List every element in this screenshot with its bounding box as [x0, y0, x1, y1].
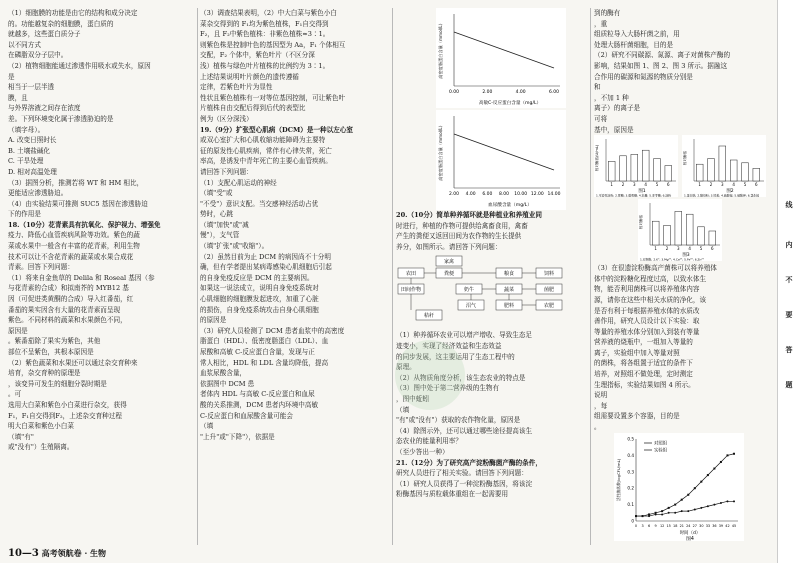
bar: [620, 156, 627, 181]
text-line: 合作用的碳源和氮源的物质分别是: [594, 72, 693, 81]
bar: [675, 212, 682, 246]
side-label: 内: [785, 240, 793, 249]
side-label: 不: [785, 275, 793, 284]
text-line: 的自身免疫反应是 DCM 的主要病因。: [200, 273, 314, 282]
x-tick-label: 2: [665, 246, 669, 252]
side-label: 题: [785, 380, 793, 389]
text-line: 膜，且: [8, 93, 28, 102]
text-line: D. 相对高温处理: [8, 167, 57, 176]
text-line: 菜杂交得到的 F₁均为紫色植株，F₁自交得到: [200, 19, 329, 28]
text-line: 物，能否利用菌株可以将养殖体内容: [594, 285, 700, 294]
data-point: [681, 510, 683, 512]
hdl-crp-chart: [436, 8, 566, 108]
text-line: （填"受"或: [200, 189, 233, 198]
book-brand: 高考领航卷 · 生物: [41, 548, 107, 558]
text-line: 营养液的烧瓶中，一组加入等量的: [594, 338, 693, 347]
x-tick-label: 6: [667, 182, 670, 188]
text-line: 征的原发性心肌疾病，常伴有心律失常，死亡: [200, 146, 332, 155]
text-line: 生理指标，实验结果如图 4 所示。: [594, 380, 695, 389]
text-line: 说明: [594, 391, 608, 400]
text-line: F₁，F₁自交得到F₂，上述杂交育种过程: [8, 411, 122, 420]
data-point: [694, 487, 696, 489]
binding-margin: [777, 0, 800, 563]
text-line: 21.（12分）为了研究高产淀粉酶菌产酶的条件，: [396, 458, 542, 467]
text-line: 慢"），支气管: [200, 231, 240, 240]
diagram-node-label: 奶牛: [463, 287, 475, 294]
data-point: [700, 480, 702, 482]
data-point: [726, 500, 728, 502]
hdl-uric-acid-chart: [436, 110, 566, 210]
diagram-node-label: 蔬菜: [503, 287, 515, 294]
text-line: 20.（10分）简单种养循环就是种植业和养殖业同: [396, 211, 542, 219]
text-line: 更能适应渗透胁迫。: [8, 189, 68, 198]
x-tick-label: 6: [647, 523, 651, 528]
x-tick-label: 8.00: [498, 192, 510, 197]
text-line: 菜或水果中一般含有丰富的花青素，利用生物: [8, 242, 140, 251]
data-point: [642, 515, 644, 517]
text-line: 紫色。不同材料的蔬菜和水果颜色不同，: [8, 316, 127, 325]
diagram-node-label: 家禽: [443, 259, 455, 266]
legend-label: 对照组: [654, 441, 668, 447]
bar: [664, 226, 671, 246]
text-line: （填"扩张"或"收缩"）。: [200, 242, 269, 251]
x-tick-label: 36: [712, 523, 717, 528]
text-line: 粉酶基因与质粒载体重组在一起需要用: [396, 490, 509, 499]
text-line: 可将: [594, 114, 608, 123]
text-line: 研究人员进行了相关实验。请回答下列问题：: [396, 469, 528, 478]
text-line: 的菌株，将各组置于适宜的条件下: [594, 359, 693, 368]
text-line: 以不同方式: [8, 40, 41, 49]
x-tick-label: 6: [711, 246, 714, 252]
y-tick-label: 0.2: [627, 485, 634, 491]
bar: [709, 231, 716, 245]
text-line: 是: [8, 72, 15, 81]
text-line: 例为（区分深浅）: [200, 114, 253, 123]
fig4-line-chart: [614, 433, 744, 541]
data-point: [713, 503, 715, 505]
data-point: [694, 508, 696, 510]
y-axis-label: 相对酶活: [639, 214, 643, 230]
data-point: [681, 498, 683, 500]
bar: [730, 160, 737, 181]
text-line: 的原因是: [200, 316, 227, 325]
text-line: （1）支配心肌运动的神经: [200, 178, 277, 187]
x-tick-label: 4.00: [515, 90, 526, 95]
text-line: 则紫色株是控制叶色的基因型为 Aa，F₁ 个体相互: [200, 40, 346, 49]
text-line: 如果这一说法成立，说明自身免疫系统对: [200, 284, 319, 293]
page-number: 10—3: [8, 548, 39, 559]
x-axis-label: 高敏C-反应蛋白含量（mg/L）: [478, 101, 542, 106]
text-line: "不受"）意识支配。当交感神经活动占优: [200, 199, 319, 208]
text-line: 势时，心跳: [200, 210, 233, 219]
text-line: 或"没有"）生殖隔离。: [8, 443, 74, 452]
text-line: 基中，原因是: [594, 125, 634, 134]
text-line: （3）研究人员检测了 DCM 患者血浆中的高密度: [200, 326, 345, 335]
x-tick-label: 4.00: [465, 192, 476, 197]
text-line: 组质粒导入大肠杆菌之前，用: [594, 30, 680, 39]
text-line: 请回答下列问题：: [200, 167, 253, 176]
text-line: （3）图中处于第二营养级的生物有: [396, 384, 500, 393]
column-divider: [590, 8, 591, 545]
text-line: （1）将来自金鱼草的 Delila 和 Roseal 基因（参: [8, 273, 155, 282]
text-line: 片植株自由交配后得到后代的表型比: [200, 104, 306, 113]
text-line: 选用大白菜和紫色小白菜进行杂交，获得: [8, 400, 127, 409]
text-line: ，该变异可发生的细胞分裂时期是: [8, 379, 107, 388]
text-line: 离子，实验组中加入等量对照: [594, 348, 680, 357]
data-point: [674, 511, 676, 513]
column-divider: [392, 8, 393, 545]
text-line: （至少答出一种）: [396, 447, 449, 456]
data-point: [713, 467, 715, 469]
data-point: [707, 474, 709, 476]
column-divider: [197, 8, 198, 545]
y-tick-label: 0: [631, 518, 634, 524]
diagram-node-label: 粪便: [443, 271, 455, 278]
data-point: [674, 503, 676, 505]
text-line: （填"加快"或"减: [200, 220, 249, 229]
x-tick-label: 33: [705, 523, 711, 528]
y-axis-label: 高密度脂蛋白含量（mmol/L）: [438, 21, 443, 79]
text-line: 差。下列环境变化属于渗透胁迫的是: [8, 114, 114, 123]
text-line: 产生的粪便又返回田间为农作物的生长提供: [396, 232, 522, 241]
text-line: C. 干旱处理: [8, 157, 44, 166]
text-line: 离子）的离子是: [594, 104, 641, 113]
text-line: 交配，F₂ 个体中，紫色叶片（不区分深: [200, 51, 315, 60]
text-line: 常人相比，HDL 和 LDL 含量均降低，提高: [200, 358, 329, 367]
side-label: 答: [785, 345, 793, 354]
x-tick-label: 2.00: [448, 192, 460, 197]
side-label: 线: [785, 200, 793, 209]
text-line: 迹变小，实现了经济效益和生态效益: [396, 341, 502, 350]
data-point: [661, 510, 663, 512]
bar: [742, 163, 749, 181]
text-line: 是否有利于每根据养殖水体的水质改: [594, 306, 700, 315]
figure-caption: 图3: [682, 253, 690, 259]
text-line: （2）虽然目前为止 DCM 的病因尚不十分明: [200, 252, 331, 261]
data-point: [668, 511, 670, 513]
text-line: 性状且紫色植株有一对等位基因控制，可让紫色叶: [200, 93, 346, 102]
y-tick-label: 0.1: [627, 501, 634, 507]
data-point: [700, 507, 702, 509]
x-tick-label: 14.00: [547, 192, 561, 197]
page-footer: [8, 548, 106, 559]
text-line: 青素。回答下列问题：: [8, 263, 74, 272]
bar: [719, 146, 726, 181]
x-tick-label: 9: [654, 523, 657, 528]
text-line: 善作用，研究人员设计以下实验：取: [594, 317, 700, 326]
text-line: 番茄的果实因含有大量的花青素而呈现: [8, 305, 121, 314]
y-axis-label: 活性菌落数(logCFU/mL): [616, 458, 621, 501]
x-tick-label: 4: [732, 182, 735, 188]
fig3-bar-chart: [638, 199, 722, 261]
x-axis-label: 时间（d）: [679, 530, 701, 536]
text-line: 。紫番茄除了果实为紫色，其他: [8, 337, 101, 346]
text-line: （1）研究人员获得了一种淀粉酶基因，将该淀: [396, 479, 533, 488]
diagram-node-label: 田间作物: [400, 287, 422, 294]
figure-caption: 图1: [638, 189, 646, 195]
text-line: 处理大肠杆菌细胞，目的是: [594, 40, 674, 49]
fig2-bar-chart: [682, 135, 766, 197]
bar: [708, 159, 715, 181]
text-line: 原理。: [396, 363, 416, 372]
diagram-node-label: 菌肥: [543, 287, 555, 294]
bar: [696, 164, 703, 181]
column-2: [200, 8, 390, 442]
text-line: 培育，杂交育种的原理是: [8, 369, 81, 378]
text-line: （1）细胞膜的功能是由它的结构和成分决定: [8, 9, 138, 17]
text-line: 血浆尿酸含量，: [200, 369, 247, 378]
legend-label: 实验组: [654, 448, 668, 454]
x-tick-label: 3: [633, 182, 636, 188]
figure-legend: 1.对照组; 2.K⁺; 3.Mg²⁺; 4.Ca²⁺; 5.Fe³⁺; 6.Zn²⁺: [640, 257, 705, 262]
x-tick-label: 42: [725, 523, 730, 528]
x-tick-label: 3: [641, 523, 644, 528]
text-line: 与花青素的合成）和拟南芥的 MYB12 基: [8, 284, 129, 293]
text-line: 因（可促进类黄酮的合成）导入红番茄，红: [8, 295, 134, 304]
x-tick-label: 0: [634, 523, 638, 528]
x-tick-label: 39: [718, 523, 724, 528]
text-line: （填: [200, 422, 214, 431]
text-line: 部位不呈紫色，其根本原因是: [8, 348, 94, 356]
text-line: （3）调查结果表明，（2）中大白菜与紫色小白: [200, 9, 337, 17]
x-tick-label: 4: [688, 246, 691, 252]
data-point: [687, 493, 689, 495]
x-tick-label: 15: [666, 523, 671, 528]
x-tick-label: 1: [610, 182, 613, 188]
data-point: [655, 511, 657, 513]
diagram-node-label: 农田: [405, 271, 417, 278]
text-line: F₂，且 F₂中紫色植株：非紫色植株≈3∶1。: [200, 30, 330, 39]
bar: [608, 162, 615, 182]
data-point: [720, 502, 722, 504]
text-line: 的同步发展，这主要运用了生态工程中的: [396, 352, 515, 361]
figure-legend: 1.可溶性淀粉; 2.蔗糖; 3.葡萄糖; 4.乳糖; 5.麦芽糖; 6.淀粉: [596, 193, 672, 198]
text-line: 尿酸和高敏 C-反应蛋白含量，发现与正: [200, 348, 315, 356]
x-tick-label: 30: [699, 523, 704, 528]
text-line: 的损伤，自身免疫系统攻击自身心肌细胞: [200, 305, 319, 314]
text-line: （2）从物质角度分析，该生态农业的特点是: [396, 373, 526, 382]
text-line: （2）紫色蔬菜和水果还可以通过杂交育种来: [8, 358, 138, 367]
x-tick-label: 45: [731, 523, 737, 528]
x-tick-label: 2: [709, 182, 713, 188]
x-tick-label: 6: [755, 182, 758, 188]
text-line: （2）研究不同碳源、氮源、离子对菌株产酶的: [594, 51, 731, 60]
text-line: 确，但有学者提出某病毒感染心肌细胞后引起: [200, 263, 332, 272]
x-tick-label: 2.00: [482, 90, 493, 95]
bar: [665, 166, 672, 181]
diagram-node-label: 沼气: [465, 303, 477, 310]
text-line: 下的作用是: [8, 210, 41, 219]
y-tick-label: 0.4: [627, 452, 634, 458]
text-line: 定律，若紫色叶片为显性: [200, 83, 273, 92]
text-line: ，每: [594, 401, 608, 410]
y-tick-label: 0.5: [627, 436, 634, 442]
text-line: 相当于一层半透: [8, 83, 55, 92]
text-line: 19.（9分）扩张型心肌病（DCM）是一种以左心室: [200, 125, 354, 134]
data-point: [661, 513, 663, 515]
text-line: （4）除图示外，还可以通过哪些途径提高该生: [396, 426, 533, 435]
diagram-node-label: 肥料: [503, 303, 515, 310]
text-line: 组需要设置多个容器，目的是: [594, 412, 680, 421]
text-line: 原因是: [8, 326, 28, 335]
x-tick-label: 12: [659, 523, 665, 528]
bar: [652, 221, 659, 245]
x-tick-label: 10.00: [514, 192, 528, 197]
text-line: 者体内 HDL 与高敏 C-反应蛋白和血尿: [200, 390, 315, 399]
x-tick-label: 21: [679, 523, 684, 528]
text-line: 或双心室扩大和心肌收缩功能障碍为主要特: [200, 136, 326, 145]
bar: [698, 227, 705, 245]
data-point: [707, 505, 709, 507]
x-tick-label: 27: [692, 523, 697, 528]
side-label: 要: [785, 310, 793, 319]
x-tick-label: 2: [621, 182, 625, 188]
text-line: （3）据图分析，推测若将 WT 和 HM 相比，: [8, 178, 144, 187]
bar: [686, 214, 693, 245]
data-point: [648, 513, 650, 515]
text-line: 依据图中 DCM 患: [200, 379, 255, 388]
text-line: 酸的关系推测，DCM 患者内环境中高敏: [200, 400, 319, 409]
y-axis-label: 相对酶活: [683, 150, 687, 166]
text-line: 与外界溶液之间存在浓度: [8, 104, 81, 113]
column-1: [8, 8, 196, 453]
text-line: 源，请你在这些中相关水质的净化，该: [594, 295, 707, 304]
text-line: （填: [396, 405, 410, 414]
data-point: [687, 510, 689, 512]
text-line: 率高，是诱发中青年死亡的主要心血管疾病。: [200, 157, 332, 166]
text-line: 培养，对照组不做处理，定时测定: [594, 370, 693, 379]
data-point: [720, 461, 722, 463]
text-line: 和: [594, 83, 601, 92]
x-tick-label: 0.00: [448, 90, 460, 95]
text-line: 在磷脂双分子层中。: [8, 51, 68, 60]
data-point: [635, 515, 637, 517]
x-tick-label: 24: [686, 523, 691, 528]
y-tick-label: 0.3: [627, 468, 634, 474]
text-line: 的。功能越复杂的细胞膜，蛋白质的: [8, 19, 114, 28]
text-line: （4）由实验结果可推测 SUC5 基因在渗透胁迫: [8, 199, 148, 208]
text-line: "上升"或"下降"），依据是: [200, 432, 275, 441]
text-line: A. 改变日照时长: [8, 136, 57, 145]
text-line: ，重: [594, 19, 608, 28]
x-tick-label: 6.00: [482, 192, 493, 197]
text-line: 就越多，这些蛋白质分子: [8, 30, 81, 39]
data-point: [726, 454, 728, 456]
text-line: ，图中蚯蚓: [396, 394, 429, 403]
figure-group-1-3: [594, 135, 769, 263]
text-line: 。可: [8, 390, 22, 399]
text-line: 影响，结果如图 1、图 2、图 3 所示。据融这: [594, 61, 728, 70]
text-line: 浅）植株与绿色叶片植株的比例约为 3∶1。: [200, 61, 330, 70]
column-3: [396, 8, 588, 500]
text-line: "有"或"没有"）获取的农作物化量，原因是: [396, 416, 521, 425]
x-tick-label: 3: [721, 182, 724, 188]
text-line: （填字母）。: [8, 125, 45, 134]
x-tick-label: 5: [743, 182, 747, 188]
fig1-bar-chart: [594, 135, 678, 197]
text-line: 体中的淀粉糖化程度过高，以致水体生: [594, 274, 707, 283]
figure-caption: 图4: [686, 536, 694, 541]
diagram-node-label: 粮食: [503, 271, 515, 278]
y-axis-label: 高密度脂蛋白含量（mmol/L）: [438, 123, 443, 181]
bar: [631, 155, 638, 182]
text-line: ，不加 1 种: [594, 93, 629, 102]
x-tick-label: 1: [654, 246, 657, 252]
diagram-node-label: 农肥: [543, 303, 555, 310]
x-tick-label: 12.00: [530, 192, 544, 197]
text-line: 上述结果说明叶片颜色的遗传遵循: [200, 72, 299, 81]
column-4: [594, 8, 769, 541]
figure-legend: 1.蛋白胨; 2.酵母粉; 3.尿素; 4.硫酸铵; 5.硝酸钾; 6.氯化铵: [684, 193, 760, 198]
x-tick-label: 6.00: [548, 90, 560, 95]
x-tick-label: 5: [699, 246, 703, 252]
diagram-node-label: 饲料: [543, 271, 555, 278]
text-line: （1）种养循环农业可以增产增收、导致生态足: [396, 331, 533, 340]
text-line: 养分，如图所示。请回答下列问题：: [396, 242, 502, 251]
text-line: 到的酶有: [594, 9, 621, 17]
text-line: 。: [594, 423, 601, 432]
x-tick-label: 4: [644, 182, 647, 188]
data-point: [733, 452, 735, 454]
text-line: 时进行，种植的作物可提供给禽畜食用，禽畜: [396, 221, 528, 230]
text-line: 心肌细胞的细胞膜发起进攻，加重了心脏: [200, 295, 319, 304]
x-tick-label: 3: [677, 246, 680, 252]
text-line: 明大白菜和紫色小白菜: [8, 422, 74, 431]
diagram-node-label: 秸秆: [423, 313, 435, 320]
bar: [654, 159, 661, 181]
farming-cycle-diagram: [396, 254, 582, 328]
bar: [642, 150, 649, 181]
y-axis-label: 相对酶活(U/mL): [595, 144, 599, 172]
bar: [753, 169, 760, 182]
text-line: （2）植物细胞能通过渗透作用吸水或失水，原因: [8, 61, 151, 70]
x-tick-label: 18: [673, 523, 678, 528]
text-line: 18.（10分）花青素具有抗氧化、保护视力、增强免: [8, 220, 161, 229]
x-tick-label: 5: [655, 182, 659, 188]
data-point: [668, 507, 670, 509]
text-line: 态农业的能量利用率？: [396, 437, 462, 446]
text-line: B. 土壤盐碱化: [8, 146, 51, 155]
text-line: 技术可以让不含花青素的蔬菜或水果合成花: [8, 252, 134, 261]
text-line: （3）在很遗淀粉酶高产菌株可以将养殖体: [594, 264, 717, 273]
figure-caption: 图2: [726, 189, 734, 195]
text-line: C-反应蛋白和血尿酸含量可能会: [200, 411, 293, 420]
x-axis-label: 血尿酸含量（mg/L）: [488, 203, 532, 208]
watermark: [395, 340, 465, 410]
text-line: （填"有": [8, 432, 34, 441]
text-line: 等量的养殖水体分别加入到装有等量: [594, 327, 700, 336]
text-line: 疫力、降低心血管疾病风险等功效。紫色的蔬: [8, 231, 140, 240]
x-tick-label: 1: [698, 182, 701, 188]
data-point: [733, 500, 735, 502]
text-line: 脂蛋白（HDL）、低密度脂蛋白（LDL）、血: [200, 337, 329, 346]
